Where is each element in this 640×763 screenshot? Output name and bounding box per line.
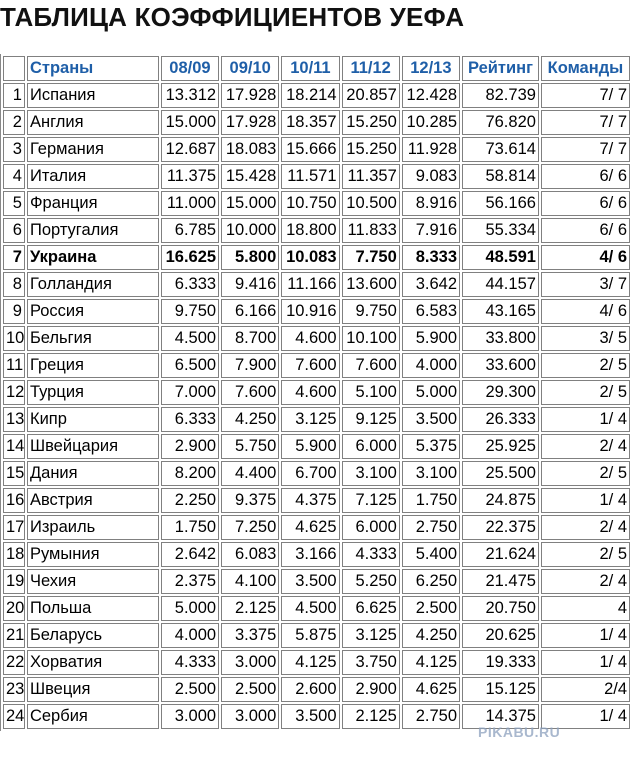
season-3-cell: 15.666: [281, 137, 339, 162]
country-cell: Бельгия: [27, 326, 159, 351]
country-cell: Польша: [27, 596, 159, 621]
country-cell: Чехия: [27, 569, 159, 594]
season-1-cell: 6.333: [161, 272, 219, 297]
rating-cell: 19.333: [462, 650, 539, 675]
season-4-cell: 6.000: [342, 434, 400, 459]
table-row: [3, 83, 630, 108]
teams-cell: 1/ 4: [541, 488, 630, 513]
season-2-cell: 9.375: [221, 488, 279, 513]
header-index: [3, 56, 25, 81]
season-2-cell: 15.428: [221, 164, 279, 189]
table-row: [3, 110, 630, 135]
watermark: PIKABU.RU: [478, 724, 561, 740]
table-row: [3, 326, 630, 351]
rating-cell: 73.614: [462, 137, 539, 162]
row-index: 20: [3, 596, 25, 621]
season-1-cell: 9.750: [161, 299, 219, 324]
table-row: [3, 218, 630, 243]
season-3-cell: 4.600: [281, 380, 339, 405]
season-5-cell: 10.285: [402, 110, 460, 135]
row-index: 4: [3, 164, 25, 189]
season-1-cell: 8.200: [161, 461, 219, 486]
season-1-cell: 2.500: [161, 677, 219, 702]
rating-cell: 21.624: [462, 542, 539, 567]
season-4-cell: 3.100: [342, 461, 400, 486]
season-3-cell: 10.916: [281, 299, 339, 324]
rating-cell: 25.925: [462, 434, 539, 459]
season-2-cell: 4.100: [221, 569, 279, 594]
season-1-cell: 4.500: [161, 326, 219, 351]
season-5-cell: 6.250: [402, 569, 460, 594]
season-1-cell: 2.375: [161, 569, 219, 594]
season-1-cell: 11.000: [161, 191, 219, 216]
season-3-cell: 4.625: [281, 515, 339, 540]
country-cell: Кипр: [27, 407, 159, 432]
season-5-cell: 1.750: [402, 488, 460, 513]
teams-cell: 4/ 6: [541, 245, 630, 270]
country-cell: Италия: [27, 164, 159, 189]
rating-cell: 33.800: [462, 326, 539, 351]
country-cell: Дания: [27, 461, 159, 486]
season-5-cell: 7.916: [402, 218, 460, 243]
row-index: 5: [3, 191, 25, 216]
season-3-cell: 5.900: [281, 434, 339, 459]
season-4-cell: 11.357: [342, 164, 400, 189]
season-4-cell: 5.250: [342, 569, 400, 594]
season-1-cell: 6.785: [161, 218, 219, 243]
table-body: [3, 83, 630, 729]
season-2-cell: 4.400: [221, 461, 279, 486]
teams-cell: 2/ 5: [541, 353, 630, 378]
rating-cell: 56.166: [462, 191, 539, 216]
season-5-cell: 2.750: [402, 515, 460, 540]
country-cell: Украина: [27, 245, 159, 270]
row-index: 3: [3, 137, 25, 162]
header-season-3: 10/11: [281, 56, 339, 81]
season-1-cell: 2.900: [161, 434, 219, 459]
rating-cell: 20.750: [462, 596, 539, 621]
header-row: [3, 56, 630, 81]
season-4-cell: 20.857: [342, 83, 400, 108]
teams-cell: 7/ 7: [541, 83, 630, 108]
table-row: [3, 569, 630, 594]
teams-cell: 1/ 4: [541, 650, 630, 675]
season-4-cell: 13.600: [342, 272, 400, 297]
row-index: 15: [3, 461, 25, 486]
country-cell: Израиль: [27, 515, 159, 540]
row-index: 7: [3, 245, 25, 270]
season-3-cell: 3.166: [281, 542, 339, 567]
season-4-cell: 9.125: [342, 407, 400, 432]
season-2-cell: 17.928: [221, 83, 279, 108]
season-3-cell: 10.750: [281, 191, 339, 216]
season-2-cell: 3.000: [221, 704, 279, 729]
season-1-cell: 7.000: [161, 380, 219, 405]
table-row: [3, 380, 630, 405]
season-2-cell: 5.750: [221, 434, 279, 459]
row-index: 17: [3, 515, 25, 540]
teams-cell: 6/ 6: [541, 218, 630, 243]
teams-cell: 6/ 6: [541, 164, 630, 189]
season-5-cell: 4.125: [402, 650, 460, 675]
season-3-cell: 3.500: [281, 704, 339, 729]
country-cell: Англия: [27, 110, 159, 135]
row-index: 13: [3, 407, 25, 432]
season-5-cell: 8.916: [402, 191, 460, 216]
page-title: ТАБЛИЦА КОЭФФИЦИЕНТОВ УЕФА: [0, 2, 465, 32]
season-2-cell: 7.600: [221, 380, 279, 405]
rating-cell: 44.157: [462, 272, 539, 297]
country-cell: Германия: [27, 137, 159, 162]
table-row: [3, 137, 630, 162]
season-2-cell: 6.083: [221, 542, 279, 567]
season-4-cell: 3.750: [342, 650, 400, 675]
season-3-cell: 4.600: [281, 326, 339, 351]
season-3-cell: 4.375: [281, 488, 339, 513]
season-3-cell: 5.875: [281, 623, 339, 648]
uefa-coefficient-table: [0, 54, 632, 731]
teams-cell: 4/ 6: [541, 299, 630, 324]
teams-cell: 3/ 7: [541, 272, 630, 297]
season-4-cell: 4.333: [342, 542, 400, 567]
rating-cell: 76.820: [462, 110, 539, 135]
rating-cell: 15.125: [462, 677, 539, 702]
season-3-cell: 3.125: [281, 407, 339, 432]
row-index: 1: [3, 83, 25, 108]
table-row: [3, 623, 630, 648]
season-2-cell: 7.900: [221, 353, 279, 378]
season-3-cell: 4.500: [281, 596, 339, 621]
row-index: 9: [3, 299, 25, 324]
season-1-cell: 6.500: [161, 353, 219, 378]
season-4-cell: 10.500: [342, 191, 400, 216]
teams-cell: 7/ 7: [541, 137, 630, 162]
row-index: 24: [3, 704, 25, 729]
season-1-cell: 6.333: [161, 407, 219, 432]
table-row: [3, 677, 630, 702]
table-row: [3, 272, 630, 297]
country-cell: Швейцария: [27, 434, 159, 459]
country-cell: Испания: [27, 83, 159, 108]
season-1-cell: 2.642: [161, 542, 219, 567]
table-row: [3, 299, 630, 324]
season-4-cell: 2.125: [342, 704, 400, 729]
row-index: 2: [3, 110, 25, 135]
season-5-cell: 3.500: [402, 407, 460, 432]
season-3-cell: 11.166: [281, 272, 339, 297]
table-row: [3, 542, 630, 567]
season-4-cell: 7.600: [342, 353, 400, 378]
rating-cell: 43.165: [462, 299, 539, 324]
row-index: 19: [3, 569, 25, 594]
season-3-cell: 11.571: [281, 164, 339, 189]
season-2-cell: 8.700: [221, 326, 279, 351]
season-5-cell: 2.500: [402, 596, 460, 621]
teams-cell: 7/ 7: [541, 110, 630, 135]
season-4-cell: 3.125: [342, 623, 400, 648]
season-5-cell: 2.750: [402, 704, 460, 729]
season-4-cell: 2.900: [342, 677, 400, 702]
teams-cell: 1/ 4: [541, 407, 630, 432]
season-4-cell: 9.750: [342, 299, 400, 324]
header-season-4: 11/12: [342, 56, 400, 81]
season-5-cell: 3.642: [402, 272, 460, 297]
rating-cell: 22.375: [462, 515, 539, 540]
season-5-cell: 4.625: [402, 677, 460, 702]
row-index: 18: [3, 542, 25, 567]
country-cell: Турция: [27, 380, 159, 405]
season-1-cell: 4.333: [161, 650, 219, 675]
season-1-cell: 12.687: [161, 137, 219, 162]
header-season-1: 08/09: [161, 56, 219, 81]
table-row: [3, 245, 630, 270]
season-1-cell: 3.000: [161, 704, 219, 729]
season-5-cell: 5.900: [402, 326, 460, 351]
rating-cell: 33.600: [462, 353, 539, 378]
season-2-cell: 7.250: [221, 515, 279, 540]
rating-cell: 20.625: [462, 623, 539, 648]
header-rating: Рейтинг: [462, 56, 539, 81]
country-cell: Беларусь: [27, 623, 159, 648]
season-4-cell: 10.100: [342, 326, 400, 351]
teams-cell: 2/ 5: [541, 461, 630, 486]
table-row: [3, 488, 630, 513]
country-cell: Сербия: [27, 704, 159, 729]
country-cell: Франция: [27, 191, 159, 216]
season-2-cell: 4.250: [221, 407, 279, 432]
country-cell: Россия: [27, 299, 159, 324]
season-5-cell: 4.250: [402, 623, 460, 648]
teams-cell: 2/ 4: [541, 515, 630, 540]
teams-cell: 1/ 4: [541, 704, 630, 729]
season-3-cell: 4.125: [281, 650, 339, 675]
table-row: [3, 515, 630, 540]
table-row: [3, 353, 630, 378]
season-1-cell: 5.000: [161, 596, 219, 621]
season-4-cell: 5.100: [342, 380, 400, 405]
row-index: 10: [3, 326, 25, 351]
season-3-cell: 6.700: [281, 461, 339, 486]
season-5-cell: 12.428: [402, 83, 460, 108]
season-2-cell: 9.416: [221, 272, 279, 297]
row-index: 21: [3, 623, 25, 648]
season-2-cell: 3.375: [221, 623, 279, 648]
season-2-cell: 3.000: [221, 650, 279, 675]
row-index: 11: [3, 353, 25, 378]
season-1-cell: 2.250: [161, 488, 219, 513]
season-3-cell: 2.600: [281, 677, 339, 702]
season-5-cell: 5.400: [402, 542, 460, 567]
row-index: 22: [3, 650, 25, 675]
season-3-cell: 18.357: [281, 110, 339, 135]
season-2-cell: 17.928: [221, 110, 279, 135]
season-3-cell: 10.083: [281, 245, 339, 270]
table-row: [3, 164, 630, 189]
rating-cell: 48.591: [462, 245, 539, 270]
row-index: 16: [3, 488, 25, 513]
teams-cell: 3/ 5: [541, 326, 630, 351]
season-4-cell: 7.750: [342, 245, 400, 270]
rating-cell: 24.875: [462, 488, 539, 513]
rating-cell: 26.333: [462, 407, 539, 432]
season-5-cell: 4.000: [402, 353, 460, 378]
teams-cell: 1/ 4: [541, 623, 630, 648]
rating-cell: 25.500: [462, 461, 539, 486]
season-2-cell: 18.083: [221, 137, 279, 162]
country-cell: Португалия: [27, 218, 159, 243]
rating-cell: 82.739: [462, 83, 539, 108]
season-5-cell: 6.583: [402, 299, 460, 324]
country-cell: Голландия: [27, 272, 159, 297]
teams-cell: 2/4: [541, 677, 630, 702]
teams-cell: 2/ 5: [541, 542, 630, 567]
season-5-cell: 8.333: [402, 245, 460, 270]
season-4-cell: 6.625: [342, 596, 400, 621]
country-cell: Румыния: [27, 542, 159, 567]
teams-cell: 2/ 5: [541, 380, 630, 405]
season-1-cell: 11.375: [161, 164, 219, 189]
season-3-cell: 18.214: [281, 83, 339, 108]
country-cell: Греция: [27, 353, 159, 378]
teams-cell: 4: [541, 596, 630, 621]
season-5-cell: 3.100: [402, 461, 460, 486]
season-4-cell: 7.125: [342, 488, 400, 513]
season-3-cell: 7.600: [281, 353, 339, 378]
teams-cell: 2/ 4: [541, 434, 630, 459]
rating-cell: 55.334: [462, 218, 539, 243]
table-row: [3, 434, 630, 459]
season-2-cell: 2.125: [221, 596, 279, 621]
table-row: [3, 596, 630, 621]
table-row: [3, 407, 630, 432]
season-4-cell: 11.833: [342, 218, 400, 243]
season-2-cell: 2.500: [221, 677, 279, 702]
season-4-cell: 6.000: [342, 515, 400, 540]
country-cell: Швеция: [27, 677, 159, 702]
table-row: [3, 191, 630, 216]
country-cell: Австрия: [27, 488, 159, 513]
season-1-cell: 16.625: [161, 245, 219, 270]
season-3-cell: 18.800: [281, 218, 339, 243]
season-1-cell: 15.000: [161, 110, 219, 135]
table-row: [3, 650, 630, 675]
season-2-cell: 5.800: [221, 245, 279, 270]
row-index: 23: [3, 677, 25, 702]
header-teams: Команды: [541, 56, 630, 81]
rating-cell: 58.814: [462, 164, 539, 189]
season-2-cell: 15.000: [221, 191, 279, 216]
rating-cell: 29.300: [462, 380, 539, 405]
season-1-cell: 13.312: [161, 83, 219, 108]
teams-cell: 6/ 6: [541, 191, 630, 216]
season-4-cell: 15.250: [342, 137, 400, 162]
row-index: 6: [3, 218, 25, 243]
season-2-cell: 10.000: [221, 218, 279, 243]
teams-cell: 2/ 4: [541, 569, 630, 594]
row-index: 12: [3, 380, 25, 405]
season-5-cell: 5.000: [402, 380, 460, 405]
header-season-2: 09/10: [221, 56, 279, 81]
season-1-cell: 4.000: [161, 623, 219, 648]
country-cell: Хорватия: [27, 650, 159, 675]
header-season-5: 12/13: [402, 56, 460, 81]
season-3-cell: 3.500: [281, 569, 339, 594]
season-1-cell: 1.750: [161, 515, 219, 540]
row-index: 8: [3, 272, 25, 297]
season-5-cell: 9.083: [402, 164, 460, 189]
season-2-cell: 6.166: [221, 299, 279, 324]
row-index: 14: [3, 434, 25, 459]
rating-cell: 14.375: [462, 704, 539, 729]
rating-cell: 21.475: [462, 569, 539, 594]
season-5-cell: 11.928: [402, 137, 460, 162]
season-4-cell: 15.250: [342, 110, 400, 135]
table-row: [3, 461, 630, 486]
header-country: Страны: [27, 56, 159, 81]
season-5-cell: 5.375: [402, 434, 460, 459]
